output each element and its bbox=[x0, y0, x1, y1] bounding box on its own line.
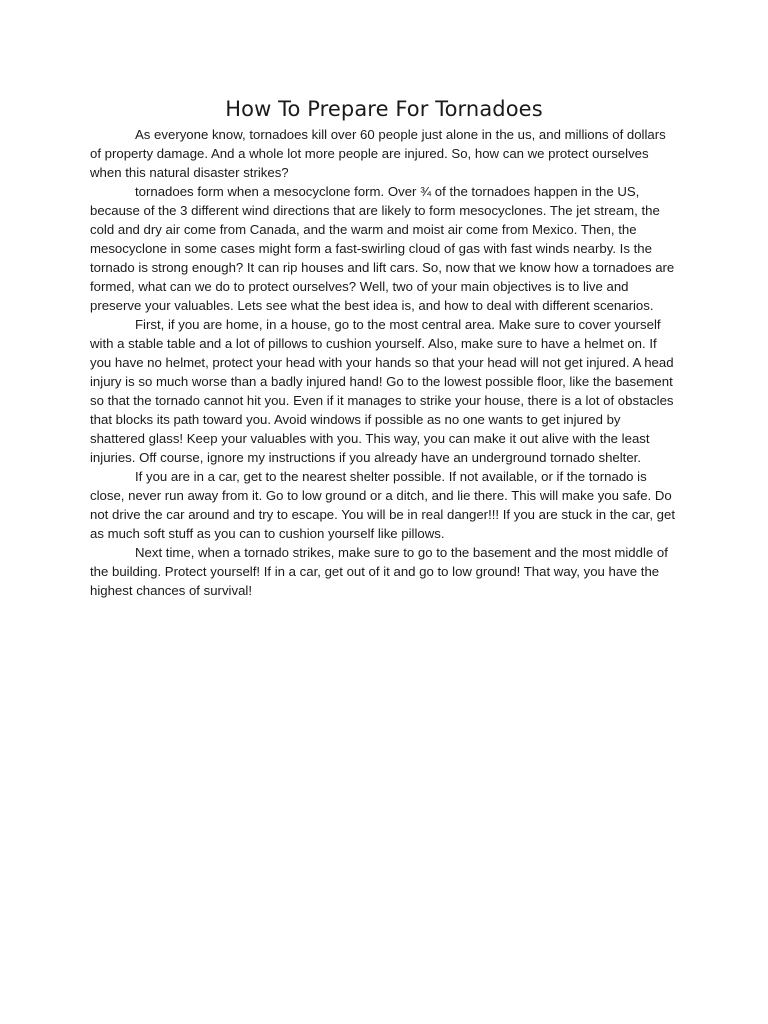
paragraph-at-home: First, if you are home, in a house, go to the most central area. Make sure to cover yourself with a stable table and a lot of pillows to cushion yourself. Also, make sure to have a helmet on. If you have no helmet, protect your head with your hands so that your head will not get injured. A head injury is so much worse than a badly injured hand! Go to the lowest possible floor, like the basement so that the tornado cannot hit you. Even if it manages to strike your house, there is a lot of obstacles that blocks its path toward you. Avoid windows if possible as no one wants to get injured by shattered glass! Keep your valuables with you. This way, you can make it out alive with the least injuries. Off course, ignore my instructions if you already have an underground tornado shelter. bbox=[90, 317, 674, 465]
document-title: How To Prepare For Tornadoes bbox=[225, 97, 543, 121]
document-body bbox=[90, 125, 678, 600]
paragraph-conclusion: Next time, when a tornado strikes, make sure to go to the basement and the most middle of the building. Protect yourself! If in a car, get out of it and go to low ground! That way, you have the highest chances of survival! bbox=[90, 545, 668, 598]
paragraph-in-car: If you are in a car, get to the nearest shelter possible. If not available, or if the tornado is close, never run away from it. Go to low ground or a ditch, and lie there. This will make you safe. Do not drive the car around and try to escape. You will be in real danger!!! If you are stuck in the car, get as much soft stuff as you can to cushion yourself like pillows. bbox=[90, 469, 675, 541]
paragraph-intro: As everyone know, tornadoes kill over 60 people just alone in the us, and millions of dollars of property damage. And a whole lot more people are injured. So, how can we protect ourselves when this natural disaster strikes? bbox=[90, 127, 666, 180]
paragraph-formation: tornadoes form when a mesocyclone form. Over ¾ of the tornadoes happen in the US, because of the 3 different wind directions that are likely to form mesocyclones. The jet stream, the cold and dry air come from Canada, and the warm and moist air come from Mexico. Then, the mesocyclone in some cases might form a fast-swirling cloud of gas with fast winds nearby. Is the tornado is strong enough? It can rip houses and lift cars. So, now that we know how a tornadoes are formed, what can we do to protect ourselves? Well, two of your main objectives is to live and preserve your valuables. Lets see what the best idea is, and how to deal with different scenarios. bbox=[90, 184, 675, 313]
